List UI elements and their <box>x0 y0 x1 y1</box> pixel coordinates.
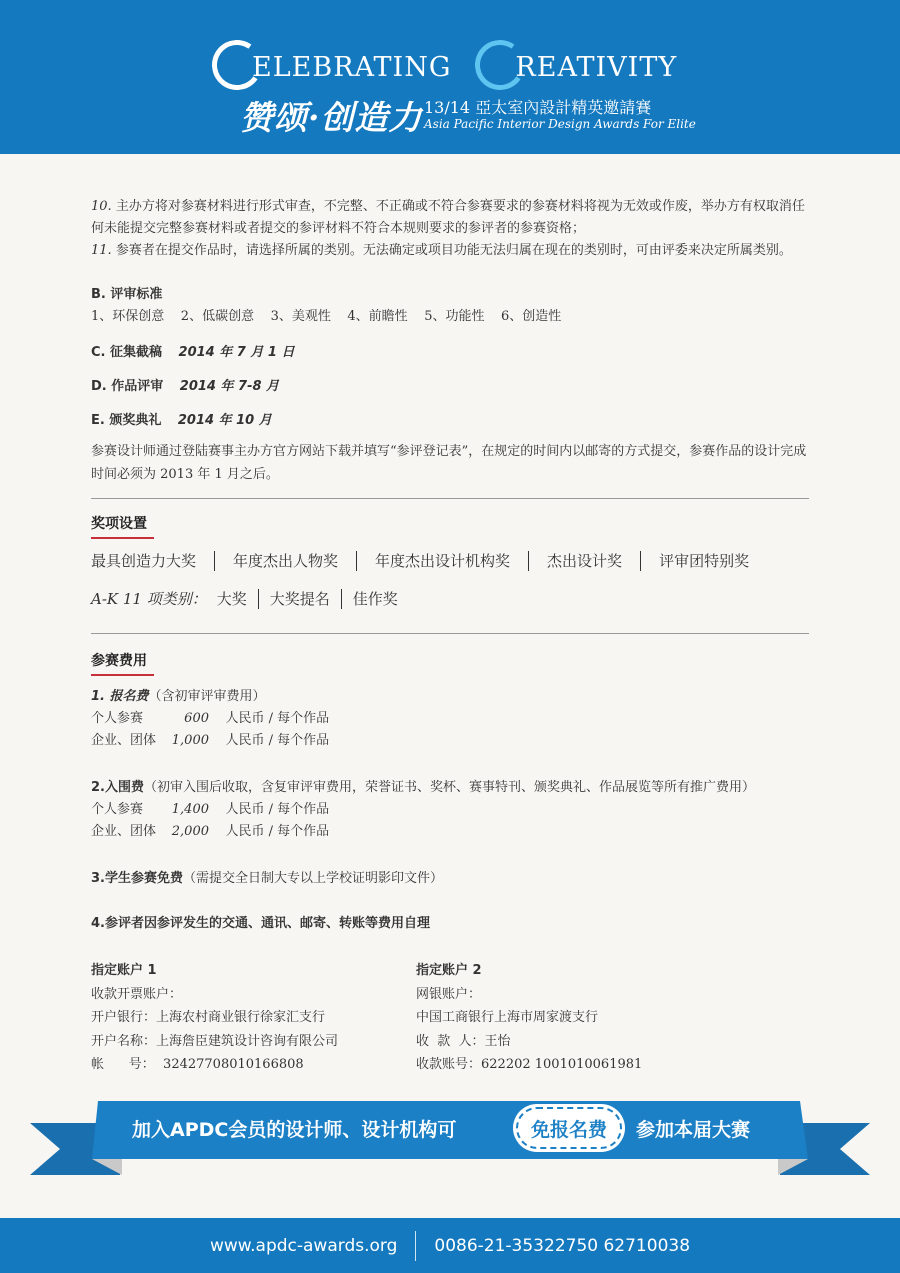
header-band <box>0 0 900 154</box>
award-item: 年度杰出设计机构奖 <box>375 552 511 570</box>
account-line: 中国工商银行上海市周家渡支行 <box>416 1010 599 1025</box>
rule-item-10: 10. 主办方将对参赛材料进行形式审查，不完整、不正确或不符合参赛要求的参赛材料将视为无效或作废，举办方有权取消任何未能提交完整参赛材料或者提交的参评材料不符合本规则要求的参评者的参赛资格； <box>91 199 805 236</box>
separator <box>341 589 342 609</box>
footer-band <box>0 1218 900 1273</box>
banner-text-left: 加入APDC会员的设计师、设计机构可 <box>132 1119 457 1141</box>
account-line: 收款开票账户： <box>91 986 183 1002</box>
divider <box>91 498 809 499</box>
brand-title <box>212 30 701 90</box>
category-item: 佳作奖 <box>352 590 398 608</box>
fees-title-underline <box>91 674 154 676</box>
account-line: 开户名称：上海詹臣建筑设计咨询有限公司 <box>91 1033 339 1049</box>
banner-badge: 免报名费 <box>530 1119 607 1141</box>
fee-reg-heading: 1. 报名费（含初审评审费用） <box>91 689 266 704</box>
award-categories <box>91 588 398 609</box>
banner-text-right: 参加本届大赛 <box>636 1119 751 1141</box>
account-line: 网银账户： <box>416 986 482 1002</box>
awards-title-underline <box>91 537 154 539</box>
fee-row: 企业、团体 2,000 人民币 / 每个作品 <box>91 824 330 839</box>
fee-final-heading: 2.入围费（初审入围后收取，含复审评审费用，荣誉证书、奖杯、赛事特刊、颁奖典礼、作品展览等所有推广费用） <box>91 780 755 795</box>
award-item: 最具创造力大奖 <box>91 552 197 570</box>
divider <box>91 633 809 634</box>
separator <box>258 589 259 609</box>
subtitle-cn: 13/14 亞太室內設計精英邀請賽 <box>424 98 652 117</box>
account-1 <box>91 959 338 1077</box>
awards-list <box>91 550 749 571</box>
fee-student: 3.学生参赛免费（需提交全日制大专以上学校证明影印文件） <box>91 871 443 886</box>
award-item: 年度杰出人物奖 <box>233 552 339 570</box>
logo-calligraphy: 赞颂·创造力 <box>240 98 423 137</box>
rule-item-11: 11. 参赛者在提交作品时，请选择所属的类别。无法确定或项目功能无法归属在现在的类别时，可由评委来决定所属类别。 <box>91 243 792 258</box>
separator <box>214 551 215 571</box>
separator <box>640 551 641 571</box>
promo-banner <box>0 1095 900 1185</box>
rules-block <box>91 196 811 262</box>
awards-title: 奖项设置 <box>91 516 147 532</box>
category-item: 大奖 <box>216 590 247 608</box>
schedule-ceremony: E. 颁奖典礼 2014 年 10 月 <box>91 413 272 428</box>
account-title: 指定账户 2 <box>416 963 482 978</box>
schedule-judging: D. 作品评审 2014 年 7-8 月 <box>91 379 280 394</box>
submission-note: 参赛设计师通过登陆赛事主办方官方网站下载并填写“参评登记表”，在规定的时间内以邮寄的方式提交，参赛作品的设计完成时间必须为 2013 年 1 月之后。 <box>91 444 807 482</box>
fee-row: 个人参赛 600 人民币 / 每个作品 <box>91 711 330 726</box>
account-line: 收 款 人：王怡 <box>416 1033 511 1049</box>
fee-row: 企业、团体 1,000 人民币 / 每个作品 <box>91 733 330 748</box>
account-line: 开户银行：上海农村商业银行徐家汇支行 <box>91 1010 326 1025</box>
fee-self-pay: 4.参评者因参评发生的交通、通讯、邮寄、转账等费用自理 <box>91 916 430 931</box>
separator <box>528 551 529 571</box>
criteria-items: 1、环保创意 2、低碳创意 3、美观性 4、前瞻性 5、功能性 6、创造性 <box>91 309 562 324</box>
fees-title: 参赛费用 <box>91 653 147 669</box>
brand-word-1: ELEBRATING <box>252 52 452 83</box>
category-item: 大奖提名 <box>269 590 330 608</box>
fee-finalist <box>91 777 755 843</box>
separator <box>415 1231 416 1261</box>
account-line: 帐 号： 32427708010166808 <box>91 1057 304 1072</box>
account-title: 指定账户 1 <box>91 963 157 978</box>
account-2 <box>416 959 642 1077</box>
separator <box>356 551 357 571</box>
website-link[interactable]: www.apdc-awards.org <box>209 1235 398 1256</box>
criteria-heading: B. 评审标准 <box>91 287 163 302</box>
fee-row: 个人参赛 1,400 人民币 / 每个作品 <box>91 802 330 817</box>
subtitle-en: Asia Pacific Interior Design Awards For Elite <box>424 117 696 131</box>
fee-registration <box>91 686 329 752</box>
award-item: 杰出设计奖 <box>547 552 623 570</box>
award-item: 评审团特别奖 <box>659 552 750 570</box>
category-label: A-K 11 项类别： <box>91 590 207 608</box>
account-line: 收款账号：622202 1001010061981 <box>416 1057 643 1072</box>
schedule-deadline: C. 征集截稿 2014 年 7 月 1 日 <box>91 345 295 360</box>
brand-word-2: REATIVITY <box>515 52 678 83</box>
phone-numbers: 0086-21-35322750 62710038 <box>434 1235 691 1256</box>
